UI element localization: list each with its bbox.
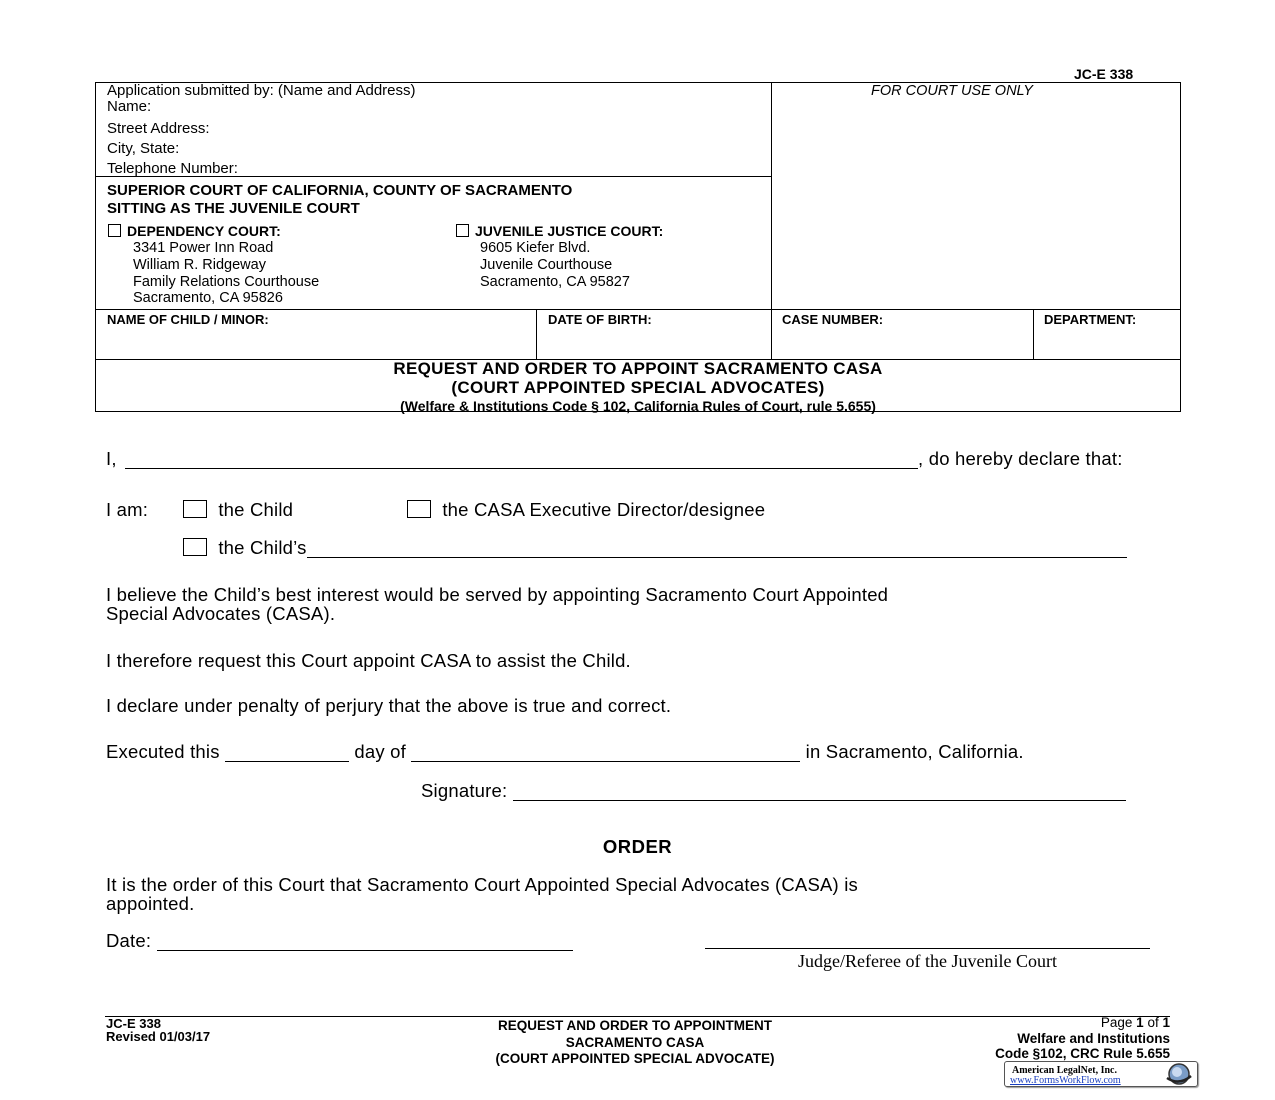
child-checkbox[interactable]	[183, 500, 207, 518]
option-childs-label: the Child’s	[218, 537, 307, 558]
relationship-field[interactable]	[307, 538, 1127, 558]
declarant-line	[106, 449, 1123, 469]
title-line-2: (COURT APPOINTED SPECIAL ADVOCATES)	[451, 377, 825, 397]
judge-signature-field[interactable]	[705, 948, 1150, 949]
footer-left	[106, 1016, 210, 1045]
badge-company: American LegalNet, Inc.	[1012, 1065, 1117, 1076]
court-use-only: FOR COURT USE ONLY	[871, 83, 1033, 99]
juvenile-checkbox[interactable]	[456, 224, 469, 237]
declarant-name-field[interactable]	[125, 449, 918, 469]
dependency-address-line: Family Relations Courthouse	[133, 273, 320, 290]
globe-icon	[1161, 1062, 1197, 1086]
page-prefix: Page	[1100, 1015, 1133, 1030]
dependency-label: DEPENDENCY COURT:	[127, 223, 281, 239]
dependency-court	[108, 223, 281, 239]
location-label: in Sacramento, California.	[805, 741, 1024, 762]
title-citation: (Welfare & Institutions Code § 102, California Rules of Court, rule 5.655)	[400, 398, 876, 414]
date-label: Date:	[106, 930, 152, 951]
page-of: of	[1147, 1015, 1159, 1030]
page-indicator	[900, 1015, 1170, 1031]
order-line: It is the order of this Court that Sacramento Court Appointed Special Advocates (CASA) is	[106, 874, 859, 895]
name-label: Name:	[107, 98, 152, 115]
declarant-prefix: I,	[106, 448, 117, 469]
phone-label: Telephone Number:	[107, 160, 238, 177]
page-current: 1	[1136, 1015, 1144, 1030]
executed-line	[106, 742, 1024, 762]
footer-code-2: Code §102, CRC Rule 5.655	[995, 1046, 1170, 1061]
signature-line	[421, 781, 1126, 801]
option-childs	[183, 538, 1127, 558]
order-paragraph	[106, 875, 858, 913]
executed-label: Executed this	[106, 741, 220, 762]
dependency-address-line: William R. Ridgeway	[133, 256, 266, 273]
footer-code-1: Welfare and Institutions	[1017, 1030, 1170, 1046]
footer-title	[420, 1018, 850, 1068]
badge-url-link[interactable]: www.FormsWorkFlow.com	[1010, 1075, 1121, 1086]
judge-caption: Judge/Referee of the Juvenile Court	[798, 951, 1057, 971]
footer-form-id: JC-E 338	[106, 1016, 161, 1031]
juvenile-address-line: Sacramento, CA 95827	[480, 273, 630, 290]
dependency-checkbox[interactable]	[108, 224, 121, 237]
footer-title-line: (COURT APPOINTED SPECIAL ADVOCATE)	[495, 1051, 775, 1066]
footer-title-line: REQUEST AND ORDER TO APPOINTMENT	[497, 1018, 772, 1033]
request-paragraph: I therefore request this Court appoint CASA to assist the Child.	[106, 650, 631, 671]
court-name	[107, 182, 572, 218]
date-field[interactable]	[157, 931, 573, 951]
signature-field[interactable]	[513, 781, 1126, 801]
juvenile-address-line: Juvenile Courthouse	[480, 256, 613, 273]
perjury-paragraph: I declare under penalty of perjury that the above is true and correct.	[106, 695, 672, 716]
footer-right	[900, 1015, 1170, 1062]
signature-label: Signature:	[421, 780, 508, 801]
director-checkbox[interactable]	[407, 500, 431, 518]
juvenile-address	[480, 240, 630, 290]
court-line-1: SUPERIOR COURT OF CALIFORNIA, COUNTY OF SACRAMENTO	[107, 182, 573, 199]
dependency-address-line: Sacramento, CA 95826	[133, 290, 283, 307]
iam-label: I am:	[106, 499, 149, 520]
department-field[interactable]: DEPARTMENT:	[1044, 312, 1137, 327]
juvenile-court	[456, 223, 663, 239]
street-label: Street Address:	[107, 120, 210, 137]
option-director-label: the CASA Executive Director/designee	[442, 499, 766, 520]
paragraph-line: Special Advocates (CASA).	[106, 603, 336, 624]
dob-field[interactable]: DATE OF BIRTH:	[548, 312, 652, 327]
form-title	[96, 360, 1180, 415]
footer-revised: Revised 01/03/17	[106, 1029, 211, 1044]
title-line-1: REQUEST AND ORDER TO APPOINT SACRAMENTO CASA	[393, 359, 883, 378]
juvenile-address-line: 9605 Kiefer Blvd.	[480, 240, 591, 256]
child-name-field[interactable]: NAME OF CHILD / MINOR:	[107, 312, 269, 327]
page-total: 1	[1162, 1015, 1170, 1030]
court-line-2: SITTING AS THE JUVENILE COURT	[107, 200, 360, 217]
dependency-address	[133, 240, 319, 307]
case-number-field[interactable]: CASE NUMBER:	[782, 312, 884, 327]
juvenile-label: JUVENILE JUSTICE COURT:	[475, 223, 664, 239]
option-child-label: the Child	[218, 499, 294, 520]
option-director	[407, 500, 765, 519]
applicant-block	[107, 83, 416, 179]
executed-day-field[interactable]	[225, 742, 349, 762]
date-line	[106, 931, 573, 951]
option-child	[183, 500, 293, 519]
dependency-address-line: 3341 Power Inn Road	[133, 240, 274, 256]
day-of-label: day of	[354, 741, 406, 762]
city-label: City, State:	[107, 140, 180, 157]
order-line: appointed.	[106, 893, 195, 914]
best-interest-paragraph	[106, 585, 888, 623]
paragraph-line: I believe the Child’s best interest would be served by appointing Sacramento Court Appointed	[106, 584, 889, 605]
declarant-suffix: , do hereby declare that:	[918, 448, 1123, 469]
applicant-header: Application submitted by: (Name and Address)	[107, 82, 416, 99]
executed-month-field[interactable]	[411, 742, 800, 762]
footer-title-line: SACRAMENTO CASA	[565, 1034, 705, 1050]
form-id: JC-E 338	[1074, 66, 1134, 82]
order-title: ORDER	[602, 836, 673, 857]
childs-checkbox[interactable]	[183, 538, 207, 556]
